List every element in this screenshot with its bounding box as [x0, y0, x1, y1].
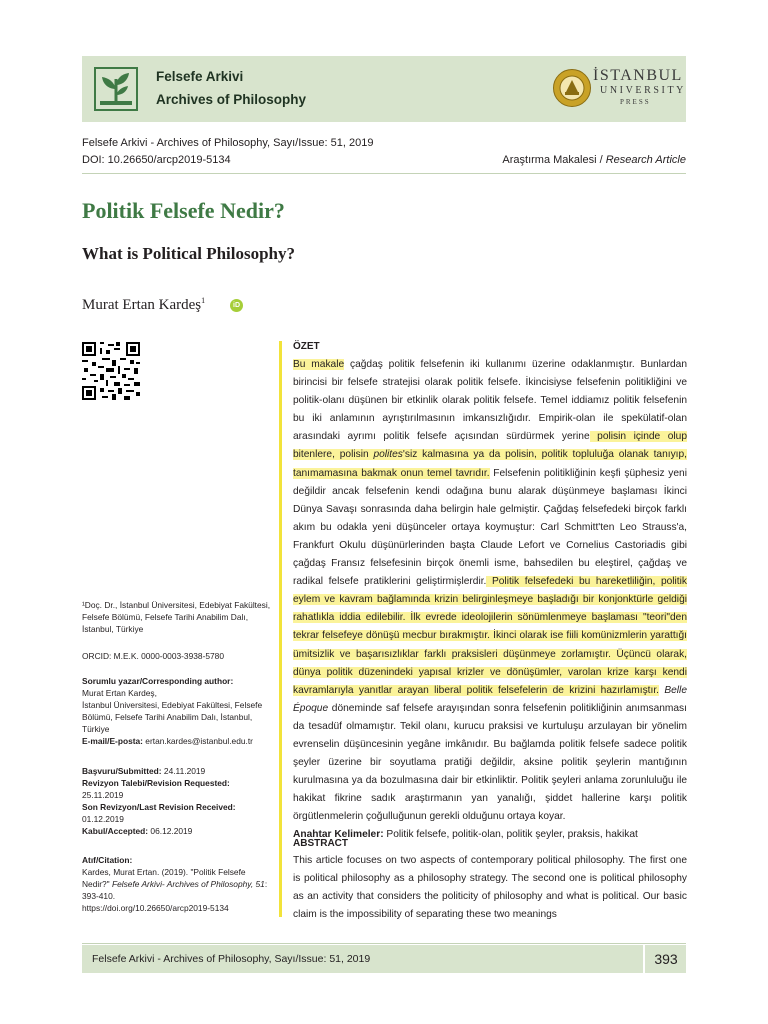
article-title: Politik Felsefe Nedir? [82, 198, 285, 223]
citation-block [82, 854, 272, 914]
highlight: polisin içinde olup bitenlere, polisin [293, 431, 687, 461]
citation-label: Atıf/Citation: [82, 855, 133, 865]
publisher-name-line2: UNIVERSITY [600, 85, 686, 96]
revision-requested-date: 25.11.2019 [82, 790, 124, 800]
article-type [502, 154, 686, 166]
author-affiliation: ¹Doç. Dr., İstanbul Üniversitesi, Edebiyat Fakültesi, Felsefe Bölümü, Felsefe Tarihi Anabilim Dalı, İstanbul, Türkiye [82, 600, 271, 634]
highlight: Bu makale [293, 359, 345, 370]
ozet-heading: ÖZET [293, 341, 320, 352]
citation-journal: Felsefe Arkivi- Archives of Philosophy, 51 [111, 879, 265, 889]
accepted-date: 06.12.2019 [148, 826, 193, 836]
citation-pages: : 393-410. [82, 879, 268, 901]
ozet-text: Felsefenin politikliğinin keşfi şüphesiz yeni değildir ancak felsefenin kendi odağına bunu alarak düşünmeye başlaması İkinci Dünya Savaşı sonrasında daha belirgin hale gelmiştir. Çağdaş felsefedeki birçok farklı akım bu odakla yeni düşünceler ortaya koymuştur: Carl Schmitt'ten Leo Strauss'a, Frankfurt Okulu düşünürlerinden başta Claude Lefort ve Cornelius Castoriadis gibi çağdaş Fransız felsefesinin birçok önemli isme, bahsedilen bu eleştirel, çağdaş ve radikal felsefe pratiklerini geliştirmişlerdir. [293, 467, 687, 588]
email-label: E-mail/E-posta: [82, 736, 143, 746]
ozet-text: döneminde saf felsefe arayışından sonra felsefenin politikliğinin anımsanması da tesadüf olmamıştır. Tekil olanı, kurucu praksisi ve kurtuluşu arzulayan bir yönelim evrenselin düşüncesinin yegâne imkânıdır. Bu bağlamda politik felsefe sadece politik şeyler üzerine bir soyutlama pratiği değildir, aksine politik şeylerin mantığının kurulmasına ya da bozulmasına dair bir etkinliktir. Politik şeyleri anlama zorunluluğu ile hakikat fikrine sadık araştırmanın yan yanalığı, şiddet hallerine karşı politik örgütlenmelerin çoğulluğunun gerekli olduğunu ortaya koyar. [293, 702, 687, 823]
divider [82, 173, 686, 174]
ozet-text: çağdaş politik felsefenin iki kullanımı üzerine odaklanmıştır. Bunlardan birincisi bir felsefe stratejisi olarak politik felsefe. İkincisiyse felsefenin politikliğini ve politik-olanı düşünen bir etkinlik olarak politik felsefe. Temel iddiamız politik felsefenin bu iki anlamının ayrıştırılmasının imkansızlığıdır. Empirik-olan ile spekülatif-olan arasındaki ayrımı politik felsefe açısından sürdürmek yerine [293, 359, 687, 443]
highlight: 'siz kalmasına ya da polisin, politik topluluğa olanak tanıyıp, tanımamasına bakmak onun temel tavrıdır. [293, 449, 687, 479]
corresponding-author-name: Murat Ertan Kardeş, [82, 688, 157, 698]
journal-name-tr: Felsefe Arkivi [156, 69, 244, 84]
abstract-heading: ABSTRACT [293, 838, 348, 849]
abstract-marker-bar [279, 341, 282, 917]
last-revision-label: Son Revizyon/Last Revision Received: [82, 802, 236, 812]
accepted-label: Kabul/Accepted: [82, 826, 149, 836]
citation-url[interactable]: https://doi.org/10.26650/arcp2019-5134 [82, 903, 229, 913]
university-seal-icon [552, 68, 592, 108]
highlight: Politik felsefedeki bu hareketliliğin, politik eylem ve kavram bağlamında krizin belirginleşmeye başladığı bir konjonktürle geldiği rahatlıkla iddia edilebilir. İlk evrede ideolojilerin sönümlenmeye başlaması "teori"den tekrar felsefeye dönüşü mecbur bırakmıştır. İkinci olarak ise fiili komünizmlerin yarattığı ümitsizlik ve başarısızlıklar farklı praksisleri düşünmeye zorlamıştır. Üçüncü olarak, dünya politik düzenindeki yapısal krizler ve dönüşümler, varolan krize karşı kendi kavramlarıyla yanıtlar arayan liberal politik felsefelerin de krizini hazırlamıştır. [293, 576, 687, 696]
revision-requested-label: Revizyon Talebi/Revision Requested: [82, 778, 230, 788]
article-type-tr: Araştırma Makalesi / [502, 154, 606, 166]
article-subtitle: What is Political Philosophy? [82, 244, 295, 263]
journal-header-band [82, 56, 686, 122]
orcid-icon[interactable]: iD [230, 299, 243, 312]
journal-logo-icon [94, 67, 138, 111]
divider [82, 943, 686, 944]
doi-link[interactable]: DOI: 10.26650/arcp2019-5134 [82, 154, 231, 166]
qr-code-icon[interactable] [82, 342, 140, 400]
publisher-name-line3: PRESS [620, 98, 651, 106]
email-link[interactable]: ertan.kardes@istanbul.edu.tr [142, 736, 253, 746]
page-number: 393 [654, 951, 678, 967]
author-name-text: Murat Ertan Kardeş [82, 297, 202, 313]
author-affiliation-marker: 1 [201, 296, 206, 305]
keywords: Politik felsefe, politik-olan, politik şeyler, praksis, hakikat [383, 829, 638, 841]
highlight: polites [373, 449, 403, 461]
submitted-label: Başvuru/Submitted: [82, 766, 162, 776]
submitted-date: 24.11.2019 [161, 766, 206, 776]
keywords-label: Anahtar Kelimeler: [293, 829, 384, 841]
orcid-id: ORCID: M.E.K. 0000-0003-3938-5780 [82, 651, 224, 661]
ozet-body [293, 356, 687, 845]
footer-citation: Felsefe Arkivi - Archives of Philosophy, Sayı/Issue: 51, 2019 [92, 953, 371, 965]
submission-dates [82, 765, 272, 837]
abstract-body: This article focuses on two aspects of contemporary political philosophy. The first one is political philosophy as a philosophy strategy. The second one is political philosophy as an activity that considers the politicity of philosophy and what is political. Our basic claim is the impossibility of separating these two meanings [293, 855, 687, 921]
author-name [82, 296, 205, 314]
ozet-text-italic: Belle Époque [293, 684, 687, 714]
journal-name-en: Archives of Philosophy [156, 92, 307, 107]
corresponding-author [82, 675, 272, 747]
citation-line: Felsefe Arkivi - Archives of Philosophy, Sayı/Issue: 51, 2019 [82, 137, 374, 149]
corresponding-author-label: Sorumlu yazar/Corresponding author: [82, 676, 234, 686]
citation-text: Kardes, Murat Ertan. (2019). "Politik Felsefe Nedir?" [82, 867, 246, 889]
corresponding-author-address: İstanbul Üniversitesi, Edebiyat Fakültesi, Felsefe Bölümü, Felsefe Tarihi Anabilim Dalı, İstanbul, Türkiye [82, 700, 263, 734]
footer-separator [643, 945, 645, 973]
last-revision-date: 01.12.2019 [82, 814, 124, 824]
publisher-name-line1: İSTANBUL [593, 67, 683, 84]
article-type-en: Research Article [605, 154, 686, 166]
